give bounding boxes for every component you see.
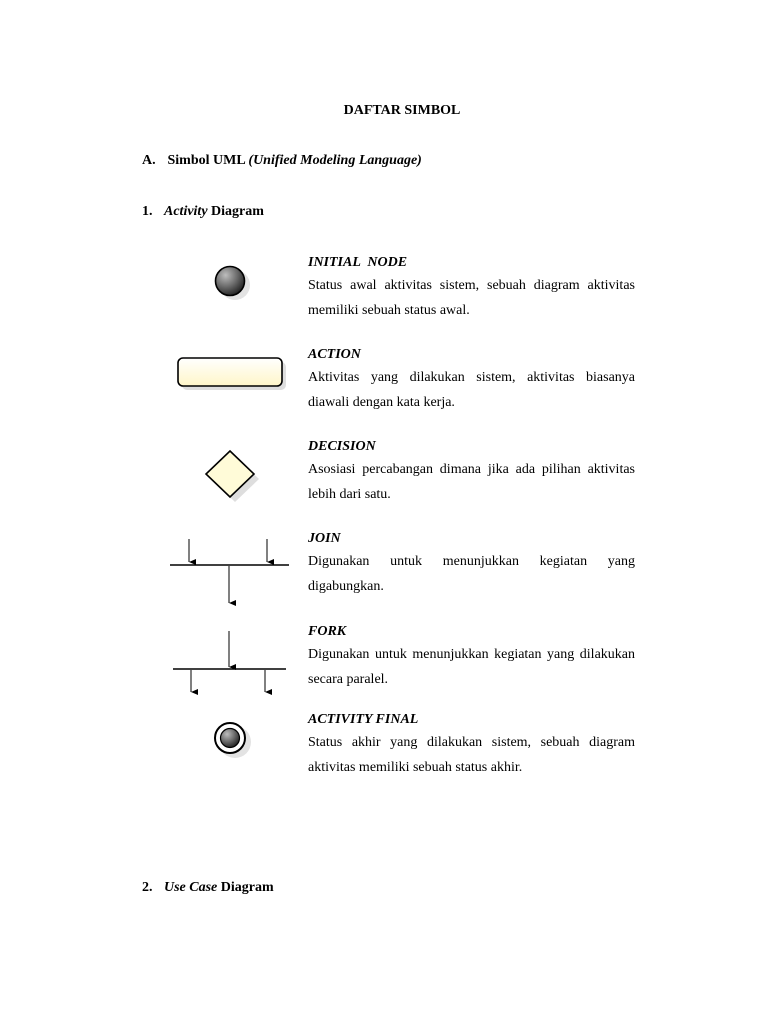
symbol-name: ACTIVITY FINAL <box>308 712 419 727</box>
symbol-text <box>308 624 635 692</box>
subsection-rest: Diagram <box>207 204 264 219</box>
symbol-description: Status awal aktivitas sistem, sebuah diagram aktivitas memiliki sebuah status awal. <box>308 278 635 318</box>
symbol-description: Status akhir yang dilakukan sistem, sebuah diagram aktivitas memiliki sebuah status akhir. <box>308 735 635 775</box>
subsection-italic: Activity <box>164 204 208 219</box>
subsection-use-case-diagram <box>142 880 274 896</box>
join-bar-icon <box>160 531 300 611</box>
symbol-name: JOIN <box>308 531 341 546</box>
decision-diamond-icon <box>160 439 300 519</box>
symbol-text <box>308 712 635 780</box>
subsection-activity-diagram <box>142 204 264 220</box>
symbol-text <box>308 439 635 507</box>
symbol-text <box>308 531 635 599</box>
symbol-text <box>308 347 635 415</box>
section-label-italic: (Unified Modeling Language) <box>248 153 422 168</box>
symbol-text <box>308 255 635 323</box>
symbol-name: FORK <box>308 624 347 639</box>
action-icon <box>160 347 300 427</box>
symbol-name: INITIAL NODE <box>308 255 408 270</box>
subsection-italic: Use Case <box>164 880 218 895</box>
initial-node-icon <box>160 255 300 335</box>
section-letter: A. <box>142 153 156 168</box>
symbol-name: DECISION <box>308 439 376 454</box>
subsection-number: 2. <box>142 880 153 895</box>
symbol-name: ACTION <box>308 347 361 362</box>
section-heading-uml <box>142 153 422 169</box>
subsection-number: 1. <box>142 204 153 219</box>
activity-final-icon <box>160 712 300 792</box>
symbol-description: Digunakan untuk menunjukkan kegiatan yang digabungkan. <box>308 554 635 594</box>
symbol-description: Digunakan untuk menunjukkan kegiatan yang dilakukan secara paralel. <box>308 647 635 687</box>
page-title: DAFTAR SIMBOL <box>343 103 461 118</box>
section-label: Simbol UML <box>167 153 245 168</box>
fork-bar-icon <box>160 624 300 704</box>
symbol-description: Aktivitas yang dilakukan sistem, aktivitas biasanya diawali dengan kata kerja. <box>308 370 635 410</box>
subsection-rest: Diagram <box>217 880 274 895</box>
symbol-description: Asosiasi percabangan dimana jika ada pilihan aktivitas lebih dari satu. <box>308 462 635 502</box>
